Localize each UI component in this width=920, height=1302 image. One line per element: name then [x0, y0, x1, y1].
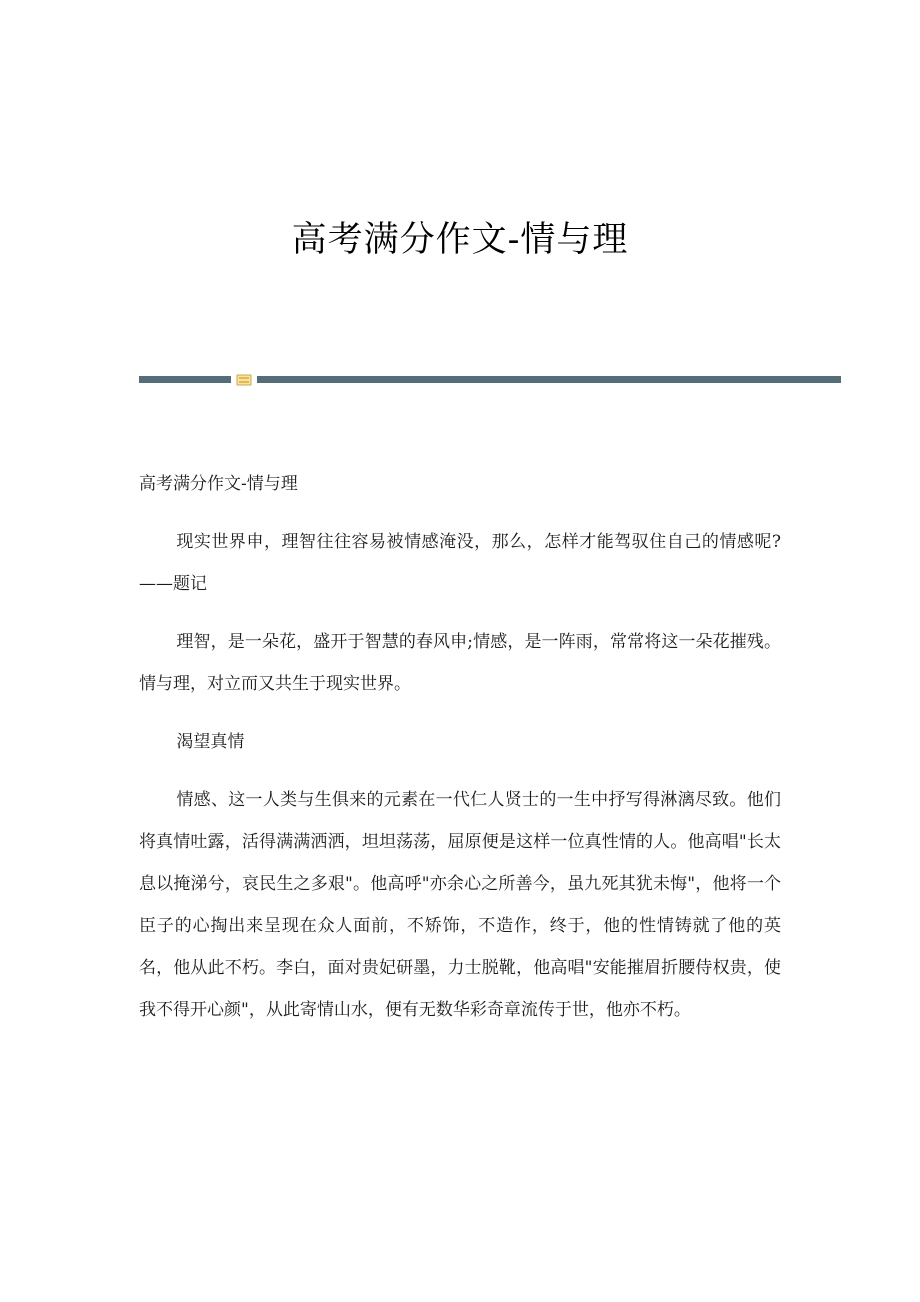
divider-bar-left — [139, 376, 231, 383]
paragraph-intro: 现实世界申，理智往往容易被情感淹没，那么，怎样才能驾驭住自己的情感呢? ——题记 — [139, 532, 781, 594]
paragraph-reason-emotion: 理智，是一朵花，盛开于智慧的春风申;情感，是一阵雨，常常将这一朵花摧残。情与理，对立而又共生于现实世界。 — [139, 632, 781, 694]
body-heading: 高考满分作文-情与理 — [139, 474, 298, 494]
divider-bar-right — [257, 376, 841, 383]
title-divider — [139, 374, 841, 386]
document-title: 高考满分作文-情与理 — [291, 220, 629, 260]
section-subheading: 渴望真情 — [176, 732, 245, 752]
document-ornament-icon — [236, 374, 252, 386]
paragraph-long: 情感、这一人类与生俱来的元素在一代仁人贤士的一生中抒写得淋漓尽致。他们将真情吐露，活得满满洒洒，坦坦荡荡，屈原便是这样一位真性情的人。他高唱"长太息以掩涕兮，哀民生之多艰"。他高呼"亦余心之所善今，虽九死其犹未悔"，他将一个臣子的心掏出来呈现在众人面前，不矫饰，不造作，终于，他的性情铸就了他的英名，他从此不朽。李白，面对贵妃研墨，力士脱靴，他高唱"安能摧眉折腰侍权贵，使我不得开心颜"，从此寄情山水，便有无数华彩奇章流传于世，他亦不朽。 — [139, 790, 781, 1020]
document-body — [139, 463, 781, 1047]
